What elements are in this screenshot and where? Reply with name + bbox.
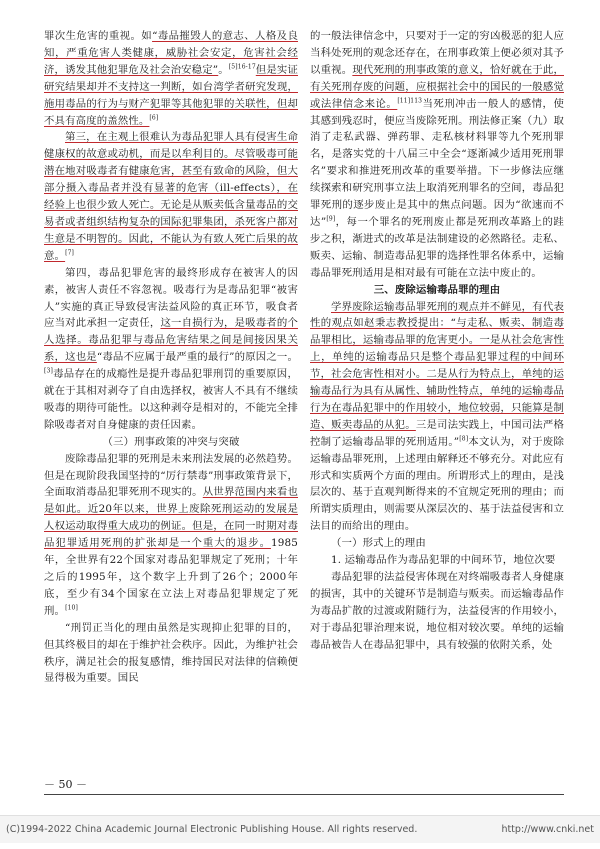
paragraph: “刑罚正当化的理由虽然是实现抑止犯罪的目的，但其终极目的却在于维护社会秩序。因此，为维护社会秩序，满足社会的报复感情，维持国民对法律的信赖便显得极为重要。国民 (44, 621, 298, 685)
paragraph: 毒品犯罪的法益侵害体现在对终端吸毒者人身健康的损害，其中的关键环节是制造与贩卖。而运输毒品作为毒品扩散的过渡或附随行为，法益侵害的作用较小，对于毒品犯罪治理来说，地位相对较次要。单纯的运输毒品被告人在毒品犯罪中，具有较强的依附关系，处 (310, 571, 564, 651)
highlighted-text: 第三，在主观上很难认为毒品犯罪人具有侵害生命健康权的故意或动机，而是以牟利目的。尽管吸毒可能潜在地对吸毒者有健康危害，甚至有致命的风险，但大部分摄入毒品者并没有显著的危害（ill-effects），在经验上也很少致人死亡。无论是从贩卖低含量毒品的交易者或者组织结构复杂的国际犯罪集团，杀死客户都对生意是不明智的。因此，不能认为有致人死亡后果的故意。 (44, 131, 298, 262)
citation: [3] (44, 367, 53, 375)
highlighted-text: “毒品摧毁人的意志、人格及良知，严重危害人类健康，威胁社会安定，危害社会经济，诱发其他犯罪危及社会治安稳定” (44, 30, 298, 76)
citation: [10] (65, 604, 79, 612)
section-subheading: （一）形式上的理由 (331, 537, 426, 550)
citation: [8] (459, 435, 469, 443)
citation: [5]16-17 (228, 63, 256, 71)
citation: [11]113 (397, 97, 423, 105)
paragraph (44, 129, 298, 264)
paragraph: 的一般法律信念中，只要对于一定的穷凶极恶的犯人应当科处死刑的观念还存在，在刑事政策上便必须对其予以重视。现代死刑的刑事政策的意义，恰好就在于此，有关死刑存废的问题，应根据社会中的国民的一般感觉或法律信念来论。$^{[11]113}$当死刑冲击一般人的感情，使其感到残忍时，便应当废除死刑。刑法修正案（九）取消了走私武器、弹药罪、走私核材料罪等九个死刑罪名，是落实党的十八届三中全会“逐渐减少适用死刑罪名”要求和推进死刑改革的重要举措。下一步修法应继续探索和研究刑事立法上取消死刑罪名的空间，毒品犯罪死刑的逐步废止是其中的焦点问题。因为“欲速而不达”[9]，每一个罪名的死刑废止都是死刑改革路上的跬步之积，渐进式的改革是法制建设的必然路径。走私、贩卖、运输、制造毒品犯罪的选择性罪名体系中，运输毒品罪死刑适用是相对最有可能在立法中废止的。 (310, 30, 565, 279)
paragraph: 学界废除运输毒品罪死刑的观点并不鲜见，有代表性的观点如赵秉志教授提出：“与走私、贩卖、制造毒品罪相比，运输毒品罪的危害更小。一是从社会危害性上，单纯的运输毒品只是整个毒品犯罪过程的中间环节，社会危害性相对小。二是从行为特点上，单纯的运输毒品行为具有从属性、辅助性特点，单纯的运输毒品行为在毒品犯罪中的作用较小，地位较弱，只能算是制造、贩卖毒品的从犯。三是司法实践上，中国司法严格控制了运输毒品罪的死刑适用。”[8]本文认为，对于废除运输毒品罪死刑，上述理由解释还不够充分。对此应有形式和实质两个方面的理由。所谓形式上的理由，是浅层次的、基于直观判断得来的不宜规定死刑的理由；而所谓实质理由，则需要从深层次的、基于法益侵害和立法目的而给出的理由。 (310, 300, 565, 533)
paragraph: 第四，毒品犯罪危害的最终形成存在被害人的因素，被害人责任不容忽视。吸毒行为是毒品犯罪“被害人”实施的真正导致侵害法益风险的真正环节，吸食者应当对此承担一定责任，这一自损行为，是吸毒者的个人选择。毒品犯罪与毒品危害结果之间是间接因果关系，这也是“毒品不应属于最严重的最行”的原因之一。[3]毒品存在的成瘾性是提升毒品犯罪刑罚的重要原因，就在于其相对剥夺了自由选择权，被害人不具有不继续吸毒的期待可能性。以这种剥夺是相对的，不能完全排除吸毒者对自身健康的责任因素。 (44, 266, 299, 431)
section-heading: 三、废除运输毒品罪的理由 (373, 283, 501, 296)
citation: [9] (326, 215, 336, 223)
right-column (310, 28, 564, 654)
highlighted-text: 从世界范围内来看也是如此。近20年以来，世界上废除死刑运动的发展是人权运动取得重大成功的例证。但是，在同一时期对毒品犯罪适用死刑的扩张却是一个重大的退步。 (44, 486, 298, 550)
section-subheading: （三）刑事政策的冲突与突破 (102, 435, 240, 448)
copyright-text: (C)1994-2022 China Academic Journal Electronic Publishing House. All rights reserved. (6, 824, 418, 835)
footer-bar (0, 815, 600, 843)
footer-divider (44, 794, 564, 795)
highlighted-text: 但是实证研究结果却并不支持这一判断，如台湾学者研究发现，施用毒品的行为与财产犯罪等其他犯罪的关联性，但却不具有高度的盖然性。 (44, 63, 298, 127)
highlighted-text: “与走私、贩卖、制造毒品罪相比，运输毒品罪的危害更小。一是从社会危害性上，单纯的运输毒品只是整个毒品犯罪过程的中间环节，社会危害性相对小。二是从行为特点上，单纯的运输毒品行为具有从属性、辅助性特点，单纯的运输毒品行为在毒品犯罪中的作用较小，地位较弱，只能算是制造、贩卖毒品的从犯。 (310, 317, 565, 431)
subsection-heading: 1. 运输毒品作为毒品犯罪的中间环节，地位次要 (331, 554, 556, 567)
highlighted-text: 学界废除运输毒品罪死刑的观点并不鲜见，有代表性的观点如赵秉志教授提出： (310, 300, 564, 330)
page-number: － 50 － (44, 778, 87, 791)
citation: [7] (65, 249, 75, 257)
highlighted-text: 现代死刑的刑事政策的意义，恰好就在于此，有关死刑存废的问题，应根据社会中的国民的一般感觉或法律信念来论。 (310, 63, 564, 110)
citation: [6] (149, 114, 159, 122)
paragraph: 废除毒品犯罪的死刑是未来刑法发展的必然趋势。但是在现阶段我国坚持的“厉行禁毒”刑事政策背景下，全面取消毒品犯罪死刑不现实的。从世界范围内来看也是如此。近20年以来，世界上废除死刑运动的发展是人权运动取得重大成功的例证。但是，在同一时期对毒品犯罪适用死刑的扩张却是一个重大的退步。1985年，全世界有22个国家对毒品犯罪规定了死刑；十年之后的1995年，这个数字上升到了26个；2000年底，至少有34个国家在立法上对毒品犯罪规定了死刑。[10] (44, 452, 298, 617)
left-column (44, 28, 298, 687)
paragraph: 罪次生危害的重视。如“毒品摧毁人的意志、人格及良知，严重危害人类健康，威胁社会安定，危害社会经济，诱发其他犯罪危及社会治安稳定”。$^{[5]16-17}$但是实证研究结果却并不支持这一判断，如台湾学者研究发现，施用毒品的行为与财产犯罪等其他犯罪的关联性，但却不具有高度的盖然性。[6] (44, 30, 298, 127)
highlighted-text: 这一自损行为，是吸毒者的个人选择。毒品犯罪与毒品危害结果之间是间接因果关系，这也是 (44, 317, 298, 364)
footer-url[interactable]: http://www.cnki.net (501, 824, 594, 835)
